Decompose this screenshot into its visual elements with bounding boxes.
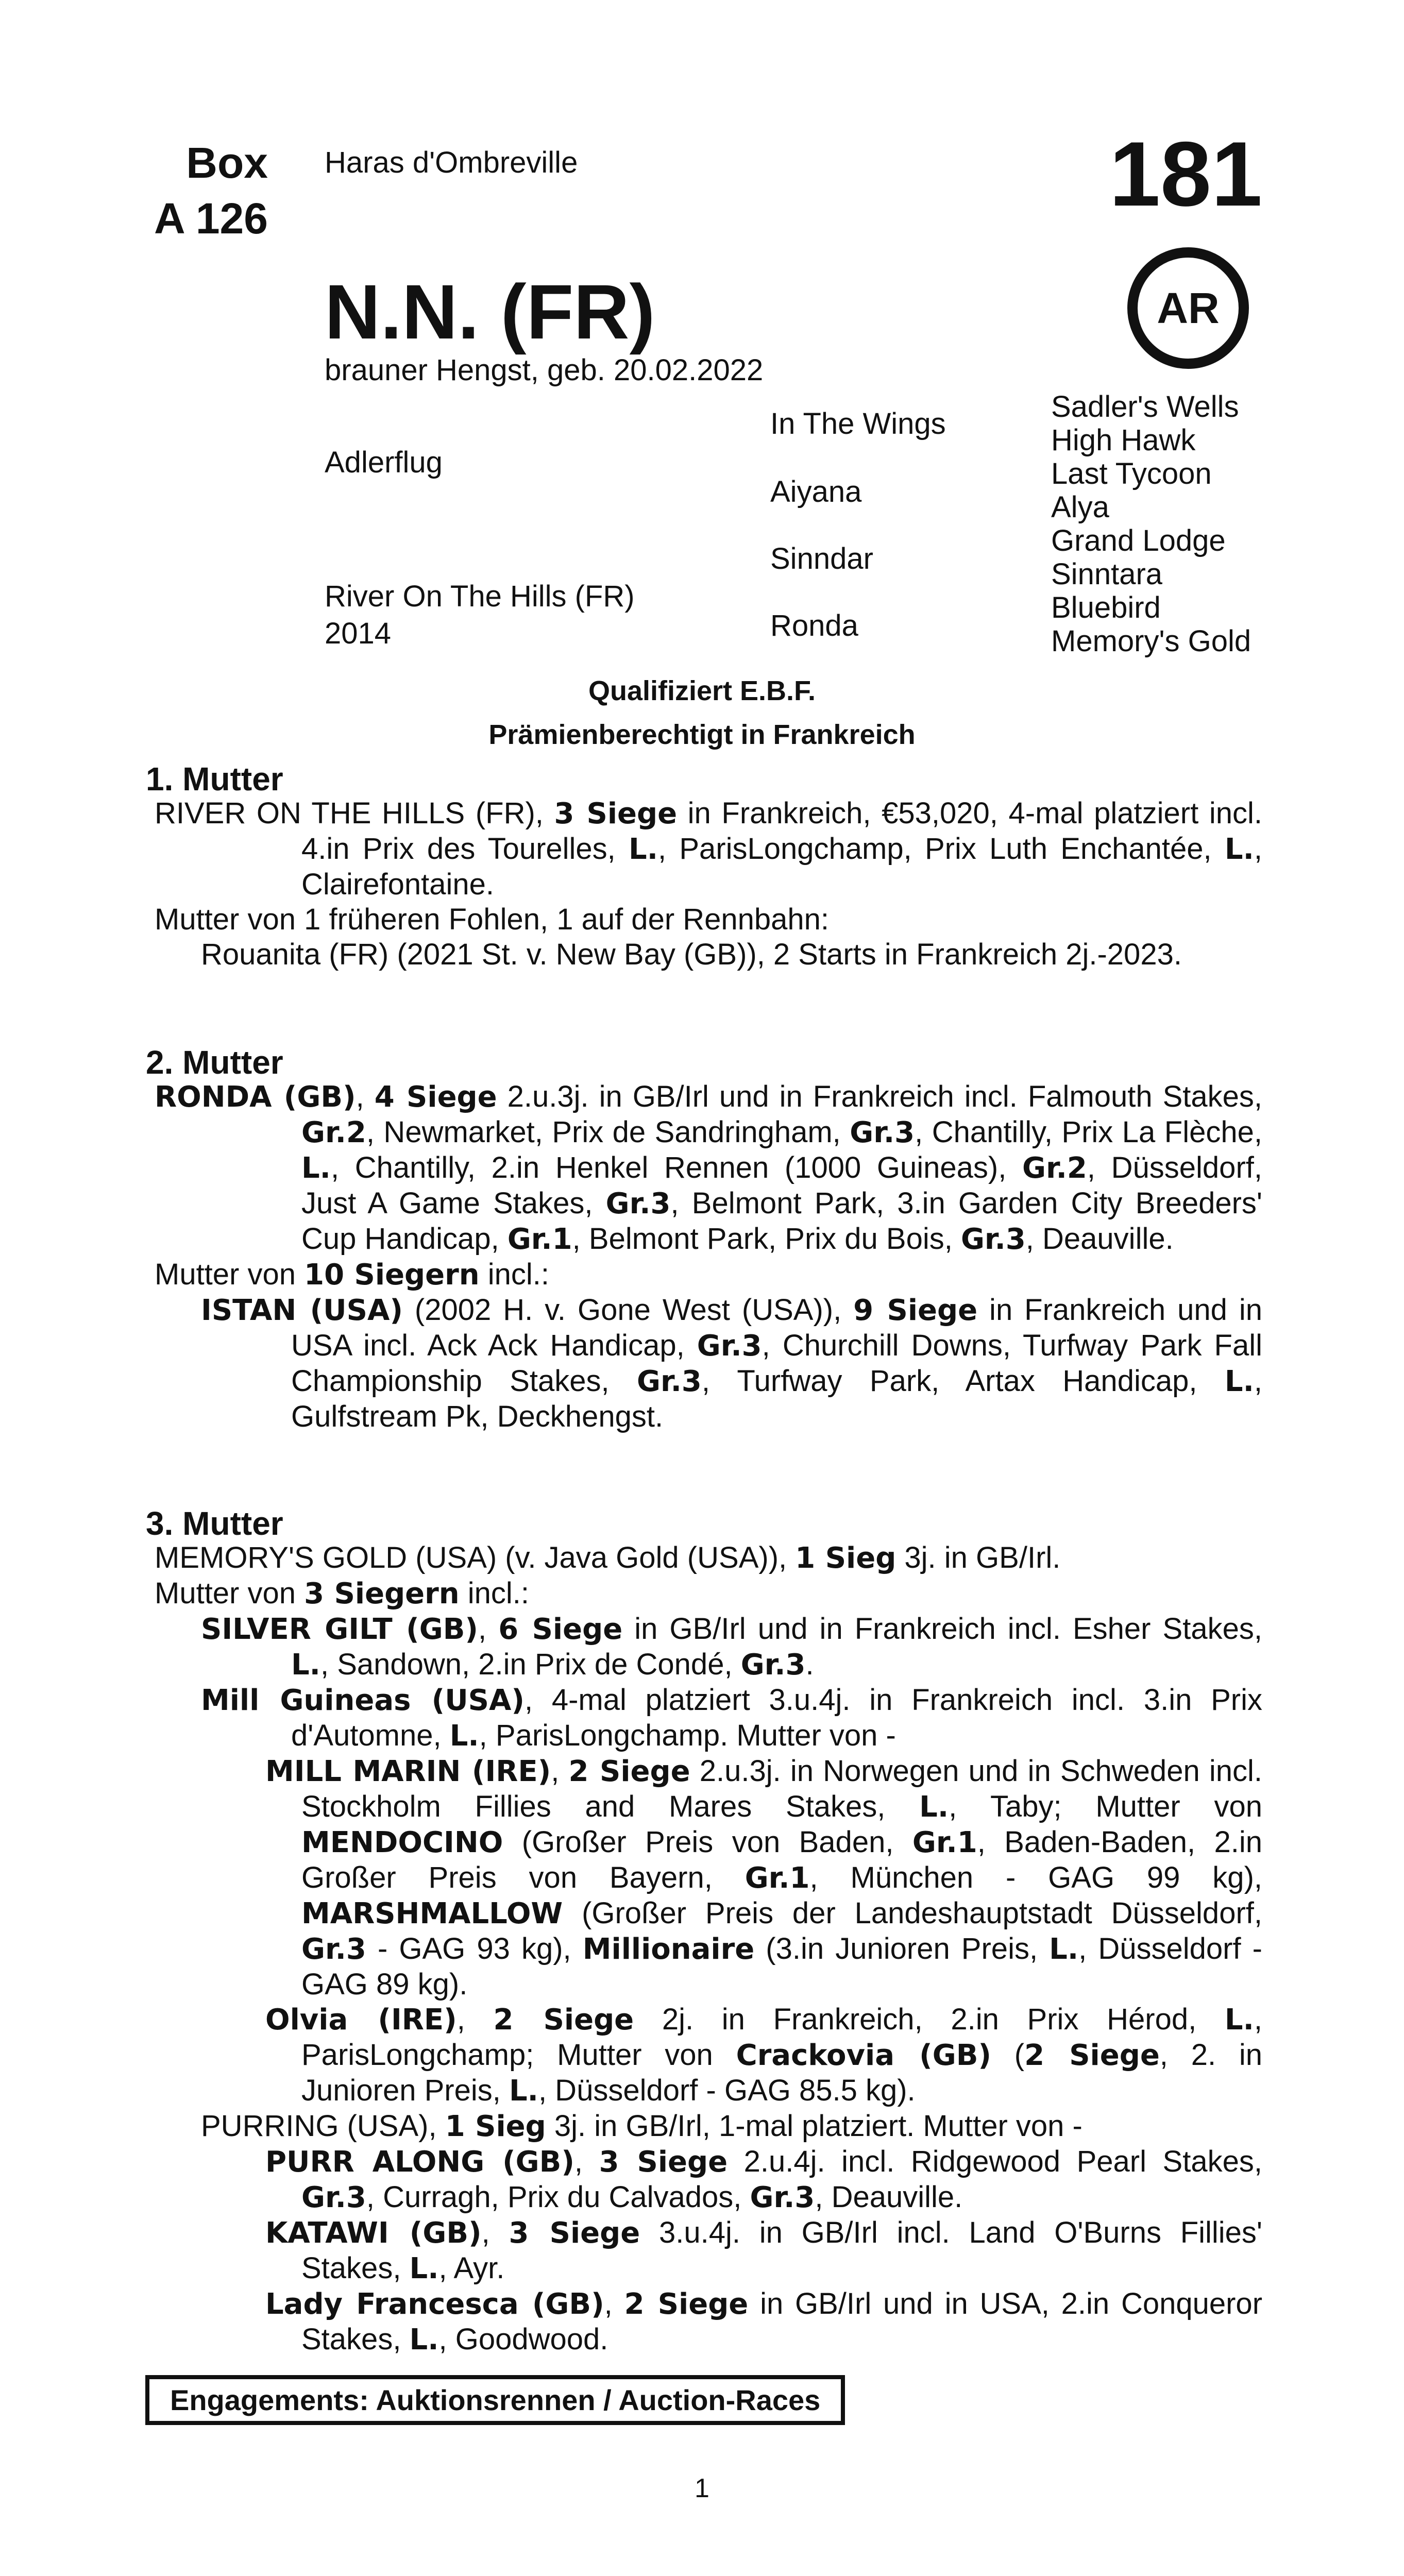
second-dam-block: [155, 1079, 1262, 1434]
pedigree-gen3-6: Sinntara: [1051, 557, 1163, 591]
third-dam-block: [155, 1540, 1262, 2358]
box-number: A 126: [154, 194, 268, 243]
second-dam-record: RONDA (GB), 4 Siege 2.u.3j. in GB/Irl und in Frankreich incl. Falmouth Stakes, Gr.2, Newmarket, Prix de Sandringham, Gr.3, Chantilly, Prix La Flèche, L., Chantilly, 2.in Henkel Rennen (1000 Guineas), Gr.2, Düsseldorf, Just A Game Stakes, Gr.3, Belmont Park, 3.in Garden City Breeders' Cup Handicap, Gr.1, Belmont Park, Prix du Bois, Gr.3, Deauville.: [155, 1080, 1263, 1256]
section-second-dam: 2. Mutter: [146, 1044, 283, 1081]
produce-lady-francesca: Lady Francesca (GB), 2 Siege in GB/Irl und in USA, 2.in Conqueror Stakes, L., Goodwood.: [265, 2287, 1263, 2357]
pedigree-gen3-4: Alya: [1051, 490, 1109, 524]
box-title: Box: [186, 139, 268, 187]
qualification-ebf: Qualifiziert E.B.F.: [588, 675, 816, 706]
horse-description: brauner Hengst, geb. 20.02.2022: [325, 353, 764, 387]
engagements-box: Engagements: Auktionsrennen / Auction-Races: [145, 2375, 845, 2425]
produce-purring: PURRING (USA), 1 Sieg 3j. in GB/Irl, 1-mal platziert. Mutter von -: [201, 2109, 1082, 2143]
horse-name: N.N. (FR): [325, 268, 655, 355]
pedigree-gen3-7: Bluebird: [1051, 591, 1161, 624]
produce-katawi: KATAWI (GB), 3 Siege 3.u.4j. in GB/Irl incl. Land O'Burns Fillies' Stakes, L., Ayr.: [265, 2216, 1263, 2285]
pedigree-dam: River On The Hills (FR): [325, 580, 635, 613]
produce-mill-guineas: Mill Guineas (USA), 4-mal platziert 3.u.4j. in Frankreich incl. 3.in Prix d'Automne, L., ParisLongchamp. Mutter von -: [201, 1683, 1262, 1753]
first-dam-block: [155, 796, 1262, 972]
third-dam-record: MEMORY'S GOLD (USA) (v. Java Gold (USA)), 1 Sieg 3j. in GB/Irl.: [155, 1541, 1061, 1575]
pedigree-gen2-4: Ronda: [770, 609, 858, 642]
pedigree-gen3-5: Grand Lodge: [1051, 524, 1226, 557]
pedigree-gen3-2: High Hawk: [1051, 423, 1196, 457]
first-dam-produce-item: Rouanita (FR) (2021 St. v. New Bay (GB)), 2 Starts in Frankreich 2j.-2023.: [201, 938, 1182, 971]
section-first-dam: 1. Mutter: [146, 760, 283, 798]
pedigree-dam-year: 2014: [325, 617, 392, 650]
ar-badge: [1127, 247, 1249, 369]
second-dam-produce-intro: Mutter von 10 Siegern incl.:: [155, 1258, 549, 1292]
second-dam-produce-istan: ISTAN (USA) (2002 H. v. Gone West (USA)), 9 Siege in Frankreich und in USA incl. Ack Ack Handicap, Gr.3, Churchill Downs, Turfway Park Fall Championship Stakes, Gr.3, Turfway Park, Artax Handicap, L., Gulfstream Pk, Deckhengst.: [201, 1293, 1263, 1433]
produce-olvia: Olvia (IRE), 2 Siege 2j. in Frankreich, 2.in Prix Hérod, L., ParisLongchamp; Mutter von Crackovia (GB) (2 Siege, 2. in Junioren Preis, L., Düsseldorf - GAG 85.5 kg).: [265, 2003, 1262, 2108]
section-third-dam: 3. Mutter: [146, 1505, 283, 1542]
third-dam-produce-intro: Mutter von 3 Siegern incl.:: [155, 1577, 530, 1611]
page-number: 1: [695, 2473, 709, 2503]
ar-badge-label: AR: [1157, 283, 1220, 332]
pedigree-gen3-3: Last Tycoon: [1051, 457, 1212, 490]
box-label: [144, 135, 268, 246]
pedigree-gen2-2: Aiyana: [770, 475, 862, 509]
produce-mill-marin: MILL MARIN (IRE), 2 Siege 2.u.3j. in Norwegen und in Schweden incl. Stockholm Fillies and Mares Stakes, L., Taby; Mutter von MENDOCINO (Großer Preis von Baden, Gr.1, Baden-Baden, 2.in Großer Preis von Bayern, Gr.1, München - GAG 99 kg), MARSHMALLOW (Großer Preis der Landeshauptstadt Düsseldorf, Gr.3 - GAG 93 kg), Millionaire (3.in Junioren Preis, L., Düsseldorf - GAG 89 kg).: [265, 1754, 1262, 2001]
produce-silver-gilt: SILVER GILT (GB), 6 Siege in GB/Irl und in Frankreich incl. Esher Stakes, L., Sandown, 2.in Prix de Condé, Gr.3.: [201, 1612, 1262, 1682]
pedigree-gen3-1: Sadler's Wells: [1051, 390, 1239, 423]
first-dam-record: RIVER ON THE HILLS (FR), 3 Siege in Frankreich, €53,020, 4-mal platziert incl. 4.in Prix des Tourelles, L., ParisLongchamp, Prix Luth Enchantée, L., Clairefontaine.: [155, 796, 1262, 901]
breeder-name: Haras d'Ombreville: [325, 146, 578, 179]
pedigree-sire: Adlerflug: [325, 446, 443, 479]
first-dam-produce-intro: Mutter von 1 früheren Fohlen, 1 auf der Rennbahn:: [155, 903, 830, 936]
pedigree-gen2-3: Sinndar: [770, 542, 873, 575]
produce-purr-along: PURR ALONG (GB), 3 Siege 2.u.4j. incl. Ridgewood Pearl Stakes, Gr.3, Curragh, Prix du Calvados, Gr.3, Deauville.: [265, 2145, 1262, 2214]
qualification-premium: Prämienberechtigt in Frankreich: [488, 719, 916, 750]
pedigree-gen3-8: Memory's Gold: [1051, 624, 1251, 658]
lot-number: 181: [1109, 123, 1262, 225]
pedigree-gen2-1: In The Wings: [770, 407, 946, 440]
